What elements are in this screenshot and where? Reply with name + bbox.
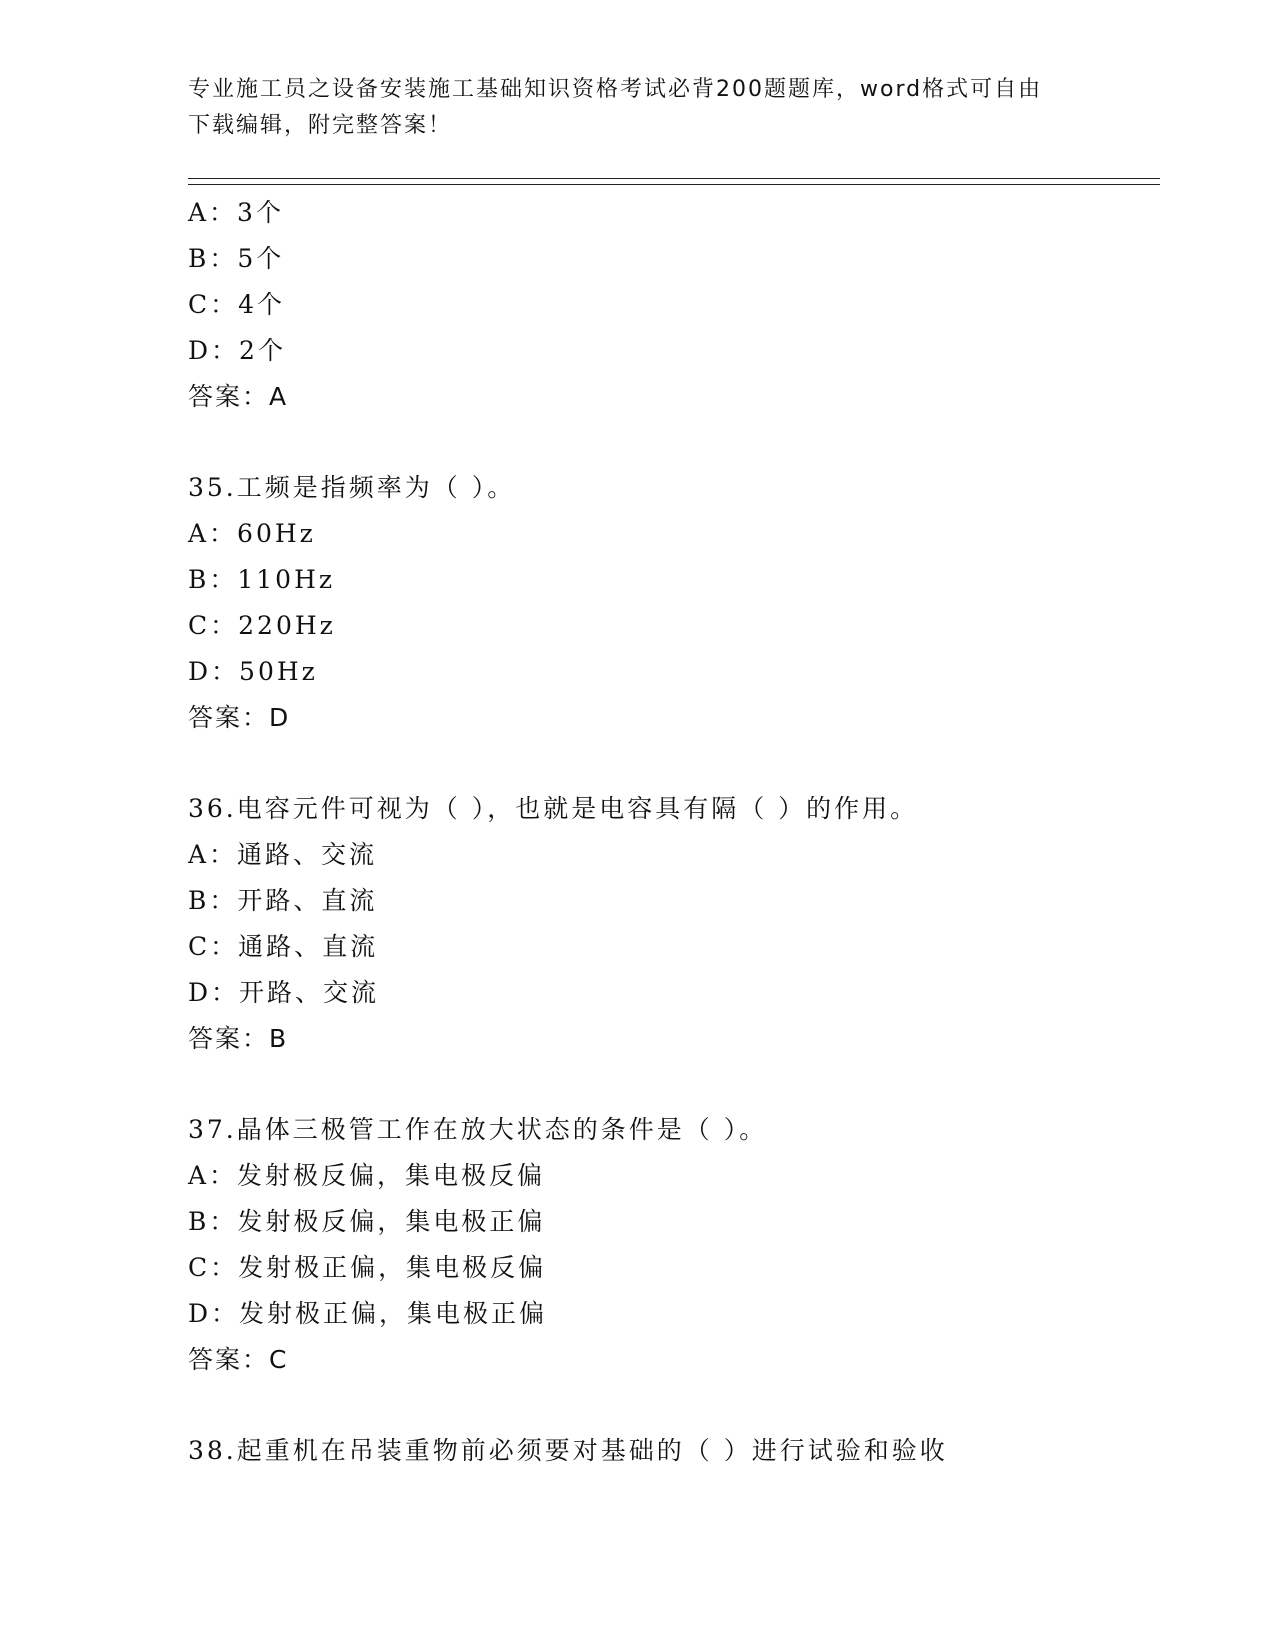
- document-header: [188, 72, 1088, 144]
- option-d: D：开路、交流: [188, 978, 380, 1007]
- option-c: C：4个: [188, 290, 286, 319]
- question-text: 38.起重机在吊装重物前必须要对基础的（ ）进行试验和验收: [188, 1436, 948, 1465]
- option-c: C：220Hz: [188, 611, 336, 640]
- option-a: A：发射极反偏，集电极反偏: [188, 1161, 546, 1190]
- spacer: [188, 1062, 1168, 1107]
- option-a: A：3个: [188, 198, 284, 227]
- answer-line: 答案：B: [188, 1024, 289, 1053]
- option-b: B：开路、直流: [188, 886, 378, 915]
- option-d: D：发射极正偏，集电极正偏: [188, 1299, 548, 1328]
- question-block-38: [188, 1428, 1168, 1474]
- header-divider-bottom: [188, 184, 1160, 185]
- answer-line: 答案：A: [188, 382, 289, 411]
- option-c: C：发射极正偏，集电极反偏: [188, 1253, 547, 1282]
- question-text: 37.晶体三极管工作在放大状态的条件是（ ）。: [188, 1115, 768, 1144]
- spacer: [188, 1383, 1168, 1428]
- option-a: A：60Hz: [188, 519, 316, 548]
- question-text: 35.工频是指频率为（ ）。: [188, 473, 516, 502]
- question-block-36: [188, 786, 1168, 1062]
- option-d: D：50Hz: [188, 657, 318, 686]
- header-line-2: 下载编辑，附完整答案！: [188, 113, 453, 138]
- header-divider-top: [188, 178, 1160, 179]
- question-block-34: [188, 190, 1168, 420]
- question-text: 36.电容元件可视为（ ），也就是电容具有隔（ ）的作用。: [188, 794, 919, 823]
- spacer: [188, 741, 1168, 786]
- option-d: D：2个: [188, 336, 286, 365]
- option-a: A：通路、交流: [188, 840, 378, 869]
- answer-line: 答案：D: [188, 703, 291, 732]
- answer-line: 答案：C: [188, 1345, 289, 1374]
- question-block-35: [188, 465, 1168, 741]
- question-list: [188, 190, 1168, 1474]
- spacer: [188, 420, 1168, 465]
- option-c: C：通路、直流: [188, 932, 379, 961]
- option-b: B：5个: [188, 244, 285, 273]
- question-block-37: [188, 1107, 1168, 1383]
- header-line-1: 专业施工员之设备安装施工基础知识资格考试必背200题题库，word格式可自由: [188, 77, 1043, 102]
- option-b: B：110Hz: [188, 565, 336, 594]
- option-b: B：发射极反偏，集电极正偏: [188, 1207, 546, 1236]
